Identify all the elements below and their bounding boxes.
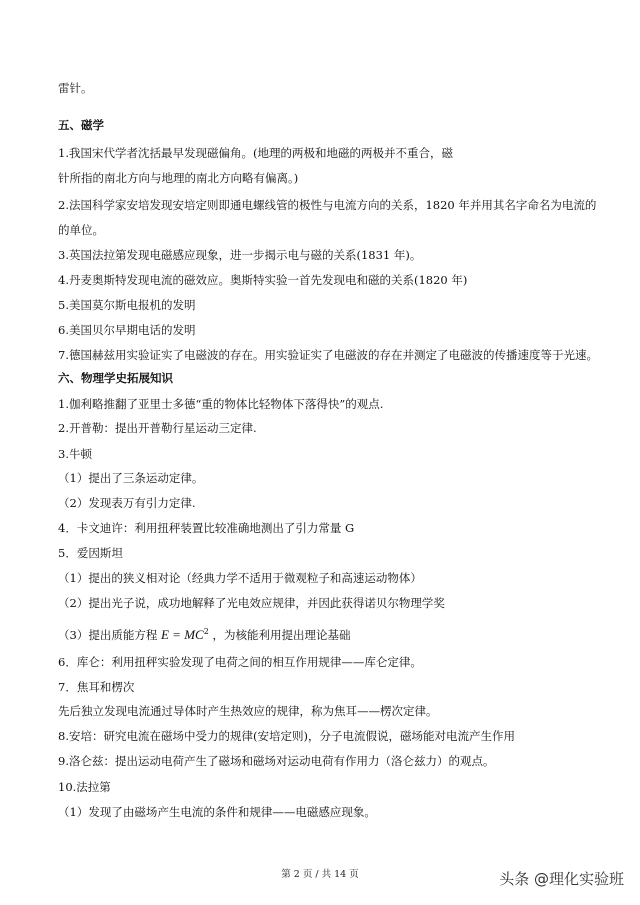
text-line: 的单位。: [58, 223, 104, 237]
text-line: （2）提出光子说，成功地解释了光电效应规律，并因此获得诺贝尔物理学奖: [58, 596, 445, 610]
formula-line: [58, 624, 600, 643]
text-line: 雷针。: [58, 81, 93, 95]
text-line: 3.英国法拉第发现电磁感应现象，进一步揭示电与磁的关系(1831 年)。: [58, 248, 422, 262]
text-line: 8.安培：研究电流在磁场中受力的规律(安培定则)，分子电流假说，磁场能对电流产生作用: [58, 729, 515, 743]
text-line: 2.开普勒：提出开普勒行星运动三定律.: [58, 421, 257, 435]
formula-superscript: 2: [203, 627, 209, 636]
text-line: 5．爱因斯坦: [58, 546, 123, 560]
text-line: 1.我国宋代学者沈括最早发现磁偏角。(地理的两极和地磁的两极并不重合，磁: [58, 146, 453, 160]
text-line: 9.洛仑兹：提出运动电荷产生了磁场和磁场对运动电荷有作用力（洛仑兹力）的观点。: [58, 754, 495, 768]
text-line: （1）提出了三条运动定律。: [58, 471, 204, 485]
text-line: 针所指的南北方向与地理的南北方向略有偏离。): [58, 171, 299, 185]
text-line: 4．卡文迪许：利用扭秤装置比较准确地测出了引力常量 G: [58, 521, 355, 535]
text-line: （1）发现了由磁场产生电流的条件和规律——电磁感应现象。: [58, 805, 376, 819]
mass-energy-formula: E = MC: [160, 627, 204, 642]
text-line: 6.美国贝尔早期电话的发明: [58, 323, 196, 337]
text-line: 10.法拉第: [58, 780, 111, 794]
watermark: 头条 @理化实验班: [499, 870, 624, 888]
text-line: 6．库仑：利用扭秤实验发现了电荷之间的相互作用规律——库仑定律。: [58, 655, 422, 669]
formula-prefix: （3）提出质能方程: [58, 628, 158, 642]
text-line: 4.丹麦奥斯特发现电流的磁效应。奥斯特实验一首先发现电和磁的关系(1820 年): [58, 273, 468, 287]
text-line: 5.美国莫尔斯电报机的发明: [58, 298, 196, 312]
text-line: 1.伽利略推翻了亚里士多德“重的物体比轻物体下落得快”的观点.: [58, 397, 384, 411]
text-line: 先后独立发现电流通过导体时产生热效应的规律，称为焦耳——楞次定律。: [58, 704, 438, 718]
page-number-footer: 第 2 页 / 共 14 页: [281, 869, 359, 880]
text-line: 3.牛顿: [58, 447, 92, 461]
text-line: （2）发现表万有引力定律.: [58, 496, 196, 510]
formula-suffix: ，为核能利用提出理论基础: [212, 628, 351, 642]
section-heading-magnetism: 五、磁学: [58, 118, 104, 132]
text-line: 2.法国科学家安培发现安培定则即通电螺线管的极性与电流方向的关系，1820 年并用其名字命名为电流的: [58, 198, 597, 212]
text-line: 7．焦耳和楞次: [58, 680, 135, 694]
text-line: （1）提出的狭义相对论（经典力学不适用于微观粒子和高速运动物体）: [58, 571, 422, 585]
text-line: 7.德国赫兹用实验证实了电磁波的存在。用实验证实了电磁波的存在并测定了电磁波的传播速度等于光速。: [58, 348, 598, 362]
section-heading-history: 六、物理学史拓展知识: [58, 371, 173, 385]
